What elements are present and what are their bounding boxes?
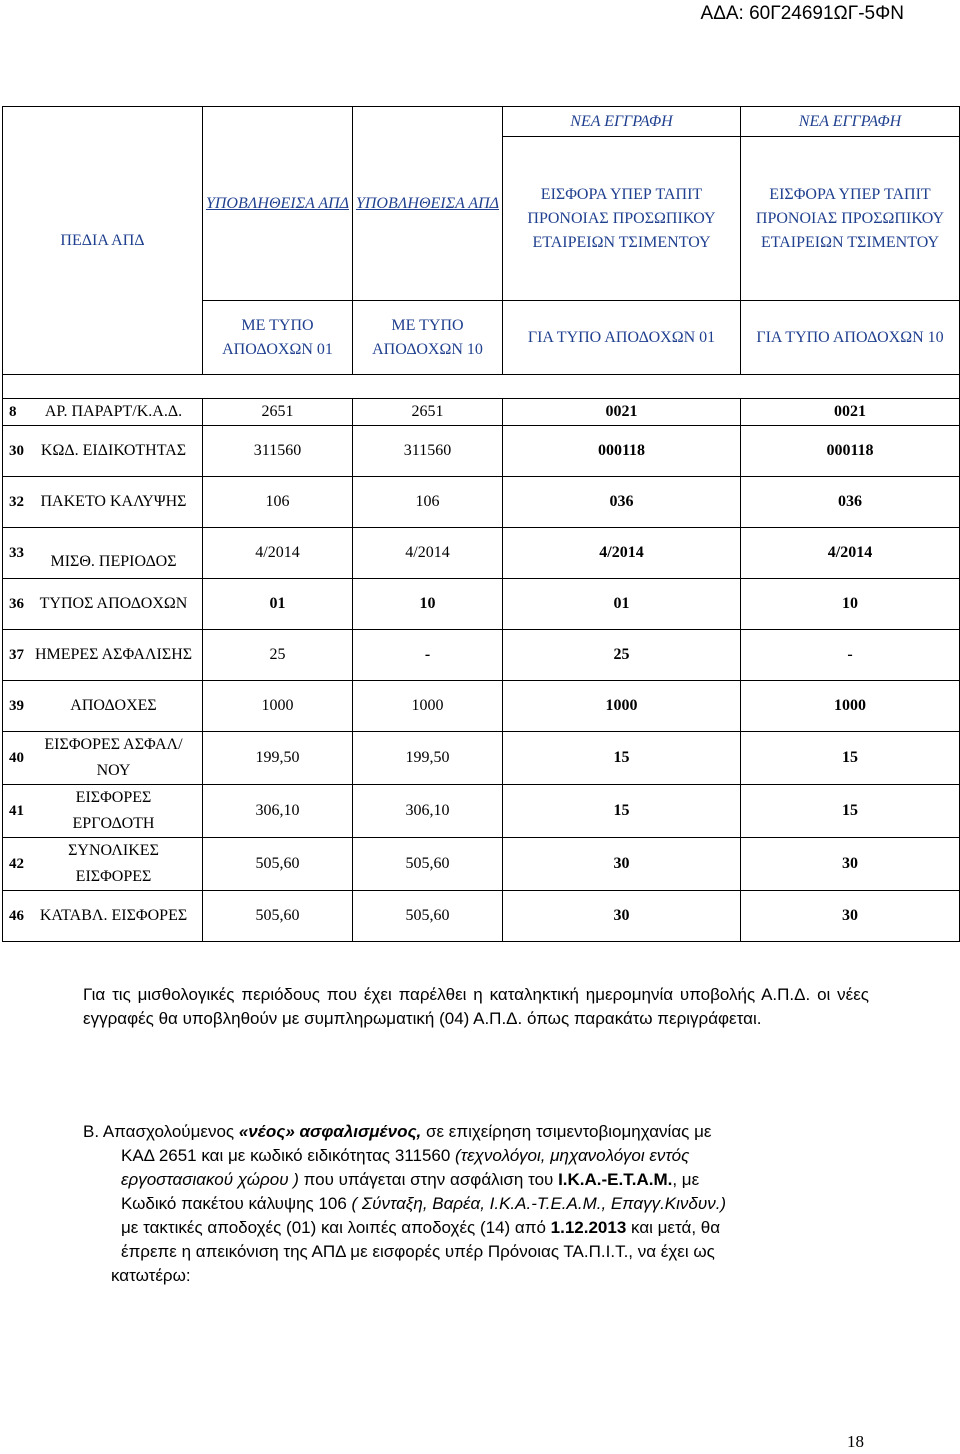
table-row: 32 ΠΑΚΕΤΟ ΚΑΛΥΨΗΣ 106 106 036 036 bbox=[3, 477, 960, 528]
type-header-3: ΓΙΑ ΤΥΠΟ ΑΠΟΔΟΧΩΝ 01 bbox=[503, 301, 741, 375]
type-header-1: ΜΕ ΤΥΠΟ ΑΠΟΔΟΧΩΝ 01 bbox=[203, 301, 353, 375]
paragraph-case-b: Β. Απασχολούμενος «νέος» ασφαλισμένος, σε επιχείρηση τσιμεντοβιομηχανίας με ΚΑΔ 2651 και με κωδικό ειδικότητας 311560 (τεχνολόγοι, μηχανολόγοι εντός εργοστασιακού χώρου ) που υπάγεται στην ασφάλιση του Ι.Κ.Α.-Ε.Τ.Α.Μ., με Κωδικό πακέτου κάλυψης 106 ( Σύνταξη, Βαρέα, Ι.Κ.Α.-Τ.Ε.Α.Μ., Επαγγ.Κινδυν.) με τακτικές αποδοχές (01) και λοιπές αποδοχές (14) από 1.12.2013 και μετά, θα έπρεπε η απεικόνιση της ΑΠΔ με εισφορές υπέρ Πρόνοιας ΤΑ.Π.Ι.Τ., να έχει ως κατωτέρω: bbox=[83, 1122, 727, 1285]
table-row: 42 ΣΥΝΟΛΙΚΕΣ ΕΙΣΦΟΡΕΣ 505,60 505,60 30 30 bbox=[3, 838, 960, 891]
apd-table bbox=[2, 106, 960, 942]
new-entry-header-2: ΝΕΑ ΕΓΓΡΑΦΗ bbox=[798, 112, 902, 130]
type-header-2: ΜΕ ΤΥΠΟ ΑΠΟΔΟΧΩΝ 10 bbox=[353, 301, 503, 375]
table-row: 33 ΜΙΣΘ. ΠΕΡΙΟΔΟΣ 4/2014 4/2014 4/2014 4/2014 bbox=[3, 528, 960, 579]
page-number: 18 bbox=[847, 1432, 864, 1451]
table-row: 39 ΑΠΟΔΟΧΕΣ 1000 1000 1000 1000 bbox=[3, 681, 960, 732]
contribution-header-2: ΕΙΣΦΟΡΑ ΥΠΕΡ ΤΑΠΙΤ ΠΡΟΝΟΙΑΣ ΠΡΟΣΩΠΙΚΟΥ ΕΤΑΙΡΕΙΩΝ ΤΣΙΜΕΝΤΟΥ bbox=[755, 185, 945, 251]
contribution-header-1: ΕΙΣΦΟΡΑ ΥΠΕΡ ΤΑΠΙΤ ΠΡΟΝΟΙΑΣ ΠΡΟΣΩΠΙΚΟΥ ΕΤΑΙΡΕΙΩΝ ΤΣΙΜΕΝΤΟΥ bbox=[527, 185, 716, 251]
col-label: ΠΕΔΙΑ ΑΠΔ bbox=[60, 231, 145, 249]
submitted-header-2: ΥΠΟΒΛΗΘΕΙΣΑ ΑΠΔ bbox=[355, 194, 500, 212]
table-row: 40 ΕΙΣΦΟΡΕΣ ΑΣΦΑΛ/ΝΟΥ 199,50 199,50 15 15 bbox=[3, 732, 960, 785]
table-row: 8 ΑΡ. ΠΑΡΑΡΤ/Κ.Α.Δ. 2651 2651 0021 0021 bbox=[3, 399, 960, 426]
table-row: 41 ΕΙΣΦΟΡΕΣ ΕΡΓΟΔΟΤΗ 306,10 306,10 15 15 bbox=[3, 785, 960, 838]
new-entry-header-1: ΝΕΑ ΕΓΓΡΑΦΗ bbox=[570, 112, 673, 130]
type-header-4: ΓΙΑ ΤΥΠΟ ΑΠΟΔΟΧΩΝ 10 bbox=[741, 301, 960, 375]
table-row: 37 ΗΜΕΡΕΣ ΑΣΦΑΛΙΣΗΣ 25 - 25 - bbox=[3, 630, 960, 681]
col-label-cell bbox=[3, 107, 203, 375]
table-row: 36 ΤΥΠΟΣ ΑΠΟΔΟΧΩΝ 01 10 01 10 bbox=[3, 579, 960, 630]
table-row: 30 ΚΩΔ. ΕΙΔΙΚΟΤΗΤΑΣ 311560 311560 000118 000118 bbox=[3, 426, 960, 477]
paragraph-supplementary: Για τις μισθολογικές περιόδους που έχει παρέλθει η καταληκτική ημερομηνία υποβολής Α.Π.Δ. οι νέες εγγραφές θα υποβληθούν με συμπληρωματική (04) Α.Π.Δ. όπως παρακάτω περιγράφεται. bbox=[83, 985, 869, 1028]
table-row: 46 ΚΑΤΑΒΛ. ΕΙΣΦΟΡΕΣ 505,60 505,60 30 30 bbox=[3, 891, 960, 942]
ada-code: ΑΔΑ: 60Γ24691ΩΓ-5ΦΝ bbox=[700, 3, 904, 24]
submitted-header-1: ΥΠΟΒΛΗΘΕΙΣΑ ΑΠΔ bbox=[205, 194, 350, 212]
